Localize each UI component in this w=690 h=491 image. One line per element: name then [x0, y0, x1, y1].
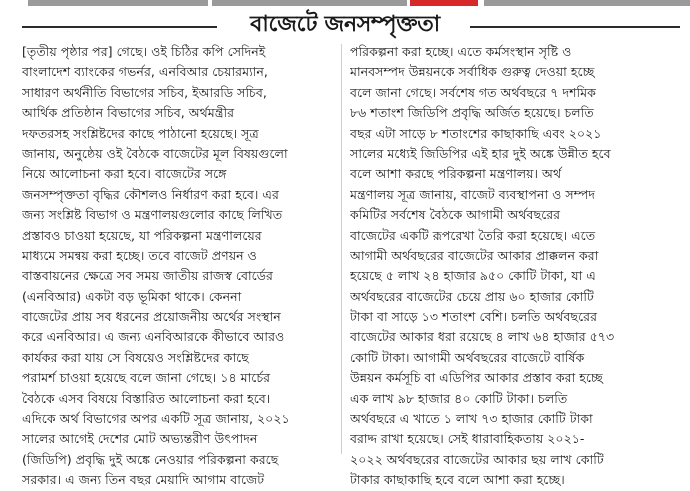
text-line-content: প্রস্তাবও চাওয়া হয়েছে, যা পরিকল্পনা মন্ত্রণালয়ের [22, 227, 262, 243]
text-line [350, 226, 667, 246]
text-line [350, 246, 667, 266]
text-line [350, 266, 667, 286]
text-line-content: এক লাখ ৯৮ হাজার ৪০ কোটি টাকা। চলতি [350, 390, 568, 406]
text-line-content: বাস্তবায়নের ক্ষেত্রে সব সময় জাতীয় রাজস্ব বোর্ডের [22, 268, 273, 284]
top-bar-accent-segment [410, 0, 478, 6]
text-line [22, 287, 339, 307]
text-line [350, 470, 667, 490]
text-line [350, 205, 667, 225]
text-line-content: মানবসম্পদ উন্নয়নকে সর্বাধিক গুরুত্ব দেওয়া হচ্ছে [350, 64, 595, 80]
text-line [22, 368, 339, 388]
top-bar-segment [212, 0, 407, 6]
top-bar-segment [484, 0, 690, 6]
text-line-content: [তৃতীয় পৃষ্ঠার পর] গেছে। ওই চিঠির কপি সেদিনই [22, 44, 266, 59]
text-line-content: (জিডিপি) প্রবৃদ্ধি দুই অঙ্কে নেওয়ার পরিকল্পনা করছে [22, 451, 279, 467]
headline-area [0, 7, 690, 43]
text-line-content: বছর এটা সাড়ে ৮ শতাংশের কাছাকাছি এবং ২০২১ [350, 125, 602, 141]
text-line [350, 368, 667, 388]
headline-rule-left [22, 26, 217, 28]
text-line [22, 246, 339, 266]
text-line [22, 42, 339, 62]
text-line [350, 307, 667, 327]
column-divider [341, 44, 342, 454]
text-line [350, 124, 667, 144]
top-color-bar [0, 0, 690, 6]
text-line-content: পরামর্শ চাওয়া হয়েছে বলে জানা গেছে। ১৪ মার্চের [22, 370, 271, 386]
headline-rule-right [470, 26, 680, 28]
text-line [22, 164, 339, 184]
text-line-content: ৮৬ শতাংশ জিডিপি প্রবৃদ্ধি অর্জিত হয়েছে। চলতি [350, 105, 594, 121]
text-line-content: জন্য সংশ্লিষ্ট বিভাগ ও মন্ত্রণালয়গুলোর কাছে লিখিত [22, 207, 283, 223]
text-line [350, 450, 667, 470]
text-line-content: সরকার। এ জন্য তিন বছর মেয়াদি আগাম বাজেট [22, 472, 265, 488]
text-line-content: সালের আগেই দেশের মোট অভ্যন্তরীণ উৎপাদন [22, 431, 258, 447]
text-line [22, 83, 339, 103]
text-line [350, 287, 667, 307]
text-line-content: বাংলাদেশ ব্যাংকের গভর্নর, এনবিআর চেয়ারম্যান, [22, 64, 268, 80]
text-line-content: হয়েছে ৫ লাখ ২৪ হাজার ৯৫০ কোটি টাকা, যা এ [350, 268, 596, 284]
text-line-content: অর্থবছরে এ খাতে ১ লাখ ৭৩ হাজার কোটি টাকা [350, 411, 593, 427]
text-line [22, 327, 339, 347]
text-line [22, 389, 339, 409]
text-line-content: উন্নয়ন কর্মসূচি বা এডিপির আকার প্রস্তাব করা হচ্ছে [350, 370, 603, 386]
text-line [350, 62, 667, 82]
text-line [22, 144, 339, 164]
text-line [22, 409, 339, 429]
text-line [22, 103, 339, 123]
text-line-content: পরিকল্পনা করা হচ্ছে। এতে কর্মসংস্থান সৃষ্টি ও [350, 44, 572, 59]
text-line [22, 450, 339, 470]
text-line-content: বৈঠকে এসব বিষয়ে বিস্তারিত আলোচনা করা হবে। [22, 390, 271, 406]
text-line-content: কোটি টাকা। আগামী অর্থবছরের বাজেটে বার্ষিক [350, 349, 585, 365]
text-line [22, 429, 339, 449]
text-line [22, 266, 339, 286]
text-line [22, 62, 339, 82]
text-line-content: ২০২২ অর্থবছরের বাজেটের আকার ছয় লাখ কোটি [350, 451, 604, 467]
text-line [350, 327, 667, 347]
text-line [22, 307, 339, 327]
text-line-content: বাজেটের আকার ধরা রয়েছে ৪ লাখ ৬৪ হাজার ৫৭৩ [350, 329, 615, 345]
text-line-content: বলে জানা গেছে। সর্বশেষ গত অর্থবছরে ৭ দশমিক [350, 84, 596, 100]
text-line [350, 42, 667, 62]
text-line-content: মন্ত্রণালয় সূত্র জানায়, বাজেট ব্যবস্থাপনা ও সম্পদ [350, 186, 595, 202]
text-line [22, 205, 339, 225]
text-line [350, 103, 667, 123]
text-line [22, 226, 339, 246]
text-line [350, 185, 667, 205]
left-text-column [22, 42, 339, 491]
text-line [350, 429, 667, 449]
right-text-column [350, 42, 667, 491]
text-line-content: এদিকে অর্থ বিভাগের অপর একটি সূত্র জানায়, ২০২১ [22, 411, 290, 427]
text-line-content: জনসম্পৃক্ততা বৃদ্ধির কৌশলও নির্ধারণ করা হবে। এর [22, 186, 279, 202]
text-line [22, 124, 339, 144]
text-line-content: (এনবিআর) একটা বড় ভূমিকা থাকে। কেননা [22, 288, 242, 304]
text-line-content: টাকা বা সাড়ে ১৩ শতাংশ বেশি। চলতি অর্থবছরের [350, 309, 597, 325]
text-line-content: বাজেটের একটি রূপরেখা তৈরি করা হয়েছে। এতে [350, 227, 596, 243]
text-line [350, 164, 667, 184]
text-line [22, 348, 339, 368]
text-line [350, 144, 667, 164]
text-line [22, 185, 339, 205]
text-line [22, 470, 339, 490]
text-line-content: অর্থবছরের বাজেটের চেয়ে প্রায় ৬০ হাজার কোটি [350, 288, 594, 304]
text-line-content: বলে আশা করছে পরিকল্পনা মন্ত্রণালয়। অর্থ [350, 166, 562, 182]
text-line [350, 348, 667, 368]
text-line-content: নিয়ে আলোচনা করা হবে। বাজেটের সঙ্গে [22, 166, 227, 182]
text-line-content: করে এনবিআর। এ জন্য এনবিআরকে কীভাবে আরও [22, 329, 285, 345]
text-line-content: টাকার কাছাকাছি হবে বলে আশা করা হচ্ছে। [350, 472, 565, 488]
text-line-content: সাধারণ অর্থনীতি বিভাগের সচিব, ইআরডি সচিব, [22, 84, 267, 100]
text-line-content: জানায়, অনুষ্ঠেয় ওই বৈঠকে বাজেটের মূল বিষয়গুলো [22, 145, 288, 161]
text-line [350, 409, 667, 429]
text-line-content: বাজেটের প্রায় সব ধরনের প্রয়োজনীয় অর্থের সংস্থান [22, 309, 281, 325]
text-line-content: আর্থিক প্রতিষ্ঠান বিভাগের সচিব, অর্থমন্ত্রীর [22, 105, 235, 121]
text-line-content: মাধ্যমে সমন্বয় করা হচ্ছে। তবে বাজেট প্রণয়ন ও [22, 247, 257, 263]
text-line-content: কমিটির সর্বশেষ বৈঠকে আগামী অর্থবছরের [350, 207, 561, 223]
top-bar-segment [28, 0, 208, 6]
text-line-content: কার্যকর করা যায় সে বিষয়েও সংশ্লিষ্টদের কাছে [22, 349, 249, 365]
text-line [350, 83, 667, 103]
text-line-content: বরাদ্দ রাখা হয়েছে। সেই ধারাবাহিকতায় ২০২১- [350, 431, 585, 447]
text-line-content: দফতরসহ সংশ্লিষ্টদের কাছে পাঠানো হয়েছে। সূত্র [22, 125, 259, 141]
text-line [350, 389, 667, 409]
text-line-content: সালের মধ্যেই জিডিপির এই হার দুই অঙ্কে উন্নীত হবে [350, 145, 611, 161]
text-line-content: আগামী অর্থবছরের বাজেটের আকার প্রাক্কলন করা [350, 247, 599, 263]
article-headline: বাজেটে জনসম্পৃক্ততা [250, 12, 440, 37]
